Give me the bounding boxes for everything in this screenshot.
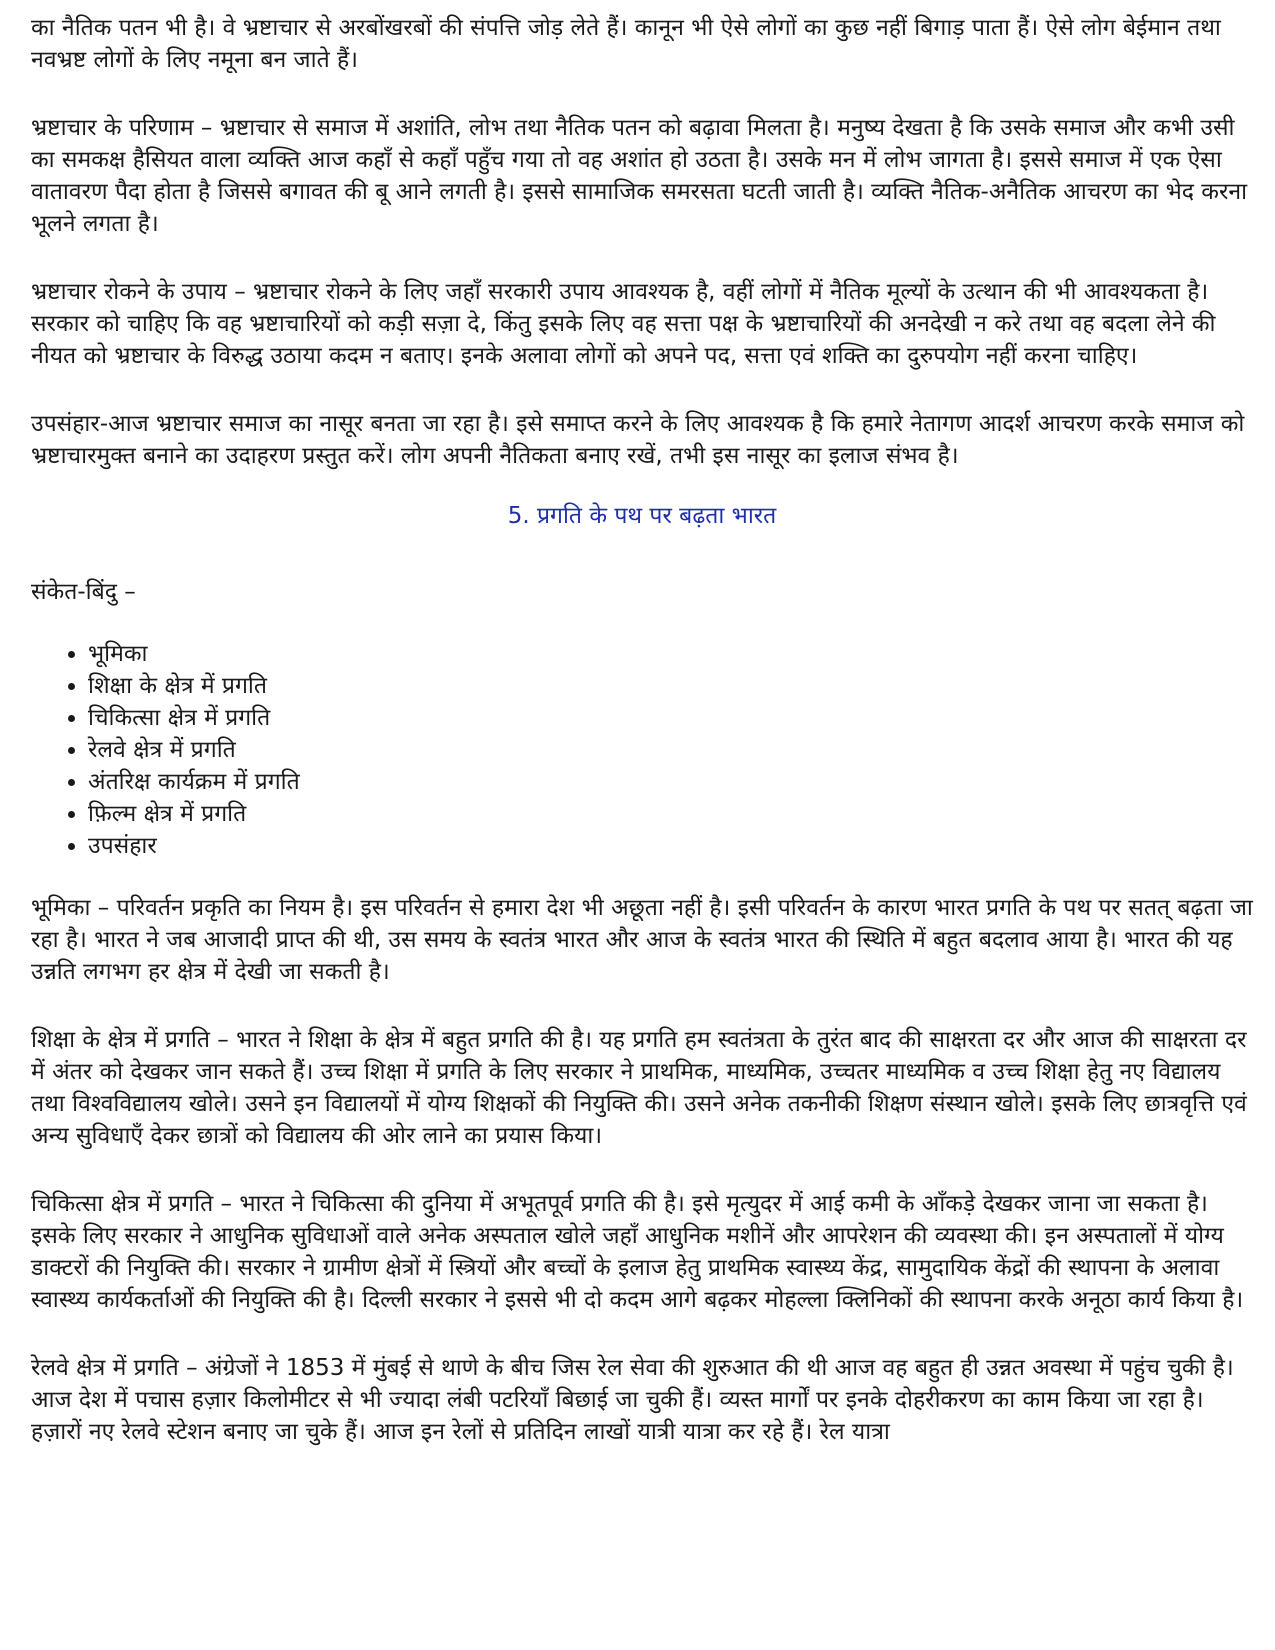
paragraph-railway-progress: रेलवे क्षेत्र में प्रगति – अंग्रेजों ने 1853 में मुंबई से थाणे के बीच जिस रेल सेवा की शुरुआत की थी आज वह बहुत ही उन्नत अवस्था में पहुंच चुकी है। आज देश में पचास हज़ार किलोमीटर से भी ज्यादा लंबी पटरियाँ बिछाई जा चुकी हैं। व्यस्त मार्गों पर इनके दोहरीकरण का काम किया जा रहा है। हज़ारों नए रेलवे स्टेशन बनाए जा चुके हैं। आज इन रेलों से प्रतिदिन लाखों यात्री यात्रा कर रहे हैं। रेल यात्रा [31, 1355, 1234, 1445]
paragraph-education-progress: शिक्षा के क्षेत्र में प्रगति – भारत ने शिक्षा के क्षेत्र में बहुत प्रगति की है। यह प्रगति हम स्वतंत्रता के तुरंत बाद की साक्षरता दर और आज की साक्षरता दर में अंतर को देखकर जान सकते हैं। उच्च शिक्षा में प्रगति के लिए सरकार ने प्राथमिक, माध्यमिक, उच्चतर माध्यमिक व उच्च शिक्षा हेतु नए विद्यालय तथा विश्वविद्यालय खोले। उसने इन विद्यालयों में योग्य शिक्षकों की नियुक्ति की। उसने अनेक तकनीकी शिक्षण संस्थान खोले। इसके लिए छात्रवृत्ति एवं अन्य सुविधाएँ देकर छात्रों को विद्यालय की ओर लाने का प्रयास किया। [31, 1027, 1247, 1149]
paragraph-corruption-conclusion: उपसंहार-आज भ्रष्टाचार समाज का नासूर बनता जा रहा है। इसे समाप्त करने के लिए आवश्यक है कि हमारे नेतागण आदर्श आचरण करके समाज को भ्रष्टाचारमुक्त बनाने का उदाहरण प्रस्तुत करें। लोग अपनी नैतिकता बनाए रखें, तभी इस नासूर का इलाज संभव है। [31, 411, 1245, 469]
list-item: • उपसंहार [88, 830, 1253, 862]
points-list [31, 638, 1253, 862]
list-item: • चिकित्सा क्षेत्र में प्रगति [88, 702, 1253, 734]
section-heading: 5. प्रगति के पथ पर बढ़ता भारत [507, 503, 777, 529]
list-item: • शिक्षा के क्षेत्र में प्रगति [88, 670, 1253, 702]
paragraph-moral-decline: का नैतिक पतन भी है। वे भ्रष्टाचार से अरबोंखरबों की संपत्ति जोड़ लेते हैं। कानून भी ऐसे लोगों का कुछ नहीं बिगाड़ पाता हैं। ऐसे लोग बेईमान तथा नवभ्रष्ट लोगों के लिए नमूना बन जाते हैं। [31, 15, 1221, 73]
paragraph-introduction: भूमिका – परिवर्तन प्रकृति का नियम है। इस परिवर्तन से हमारा देश भी अछूता नहीं है। इसी परिवर्तन के कारण भारत प्रगति के पथ पर सतत् बढ़ता जा रहा है। भारत ने जब आजादी प्राप्त की थी, उस समय के स्वतंत्र भारत और आज के स्वतंत्र भारत की स्थिति में बहुत बदलाव आया है। भारत की यह उन्नति लगभग हर क्षेत्र में देखी जा सकती है। [31, 895, 1253, 985]
paragraph-corruption-remedies: भ्रष्टाचार रोकने के उपाय – भ्रष्टाचार रोकने के लिए जहाँ सरकारी उपाय आवश्यक है, वहीं लोगों में नैतिक मूल्यों के उत्थान की भी आवश्यकता है। सरकार को चाहिए कि वह भ्रष्टाचारियों को कड़ी सज़ा दे, किंतु इसके लिए वह सत्ता पक्ष के भ्रष्टाचारियों की अनदेखी न करे तथा वह बदला लेने की नीयत को भ्रष्टाचार के विरुद्ध उठाया कदम न बताए। इनके अलावा लोगों को अपने पद, सत्ता एवं शक्ति का दुरुपयोग नहीं करना चाहिए। [31, 279, 1216, 369]
paragraph-medical-progress: चिकित्सा क्षेत्र में प्रगति – भारत ने चिकित्सा की दुनिया में अभूतपूर्व प्रगति की है। इसे मृत्युदर में आई कमी के आँकड़े देखकर जाना जा सकता है। इसके लिए सरकार ने आधुनिक सुविधाओं वाले अनेक अस्पताल खोले जहाँ आधुनिक मशीनें और आपरेशन की व्यवस्था की। इन अस्पतालों में योग्य डाक्टरों की नियुक्ति की। सरकार ने ग्रामीण क्षेत्रों में स्त्रियों और बच्चों के इलाज हेतु प्राथमिक स्वास्थ्य केंद्र, सामुदायिक केंद्रों की स्थापना के अलावा स्वास्थ्य कार्यकर्ताओं की नियुक्ति की है। दिल्ली सरकार ने इससे भी दो कदम आगे बढ़कर मोहल्ला क्लिनिकों की स्थापना करके अनूठा कार्य किया है। [31, 1191, 1244, 1313]
list-item: • फ़िल्म क्षेत्र में प्रगति [88, 798, 1253, 830]
list-item: • अंतरिक्ष कार्यक्रम में प्रगति [88, 766, 1253, 798]
document-page [31, 12, 1253, 1484]
list-item: • भूमिका [88, 638, 1253, 670]
list-item: • रेलवे क्षेत्र में प्रगति [88, 734, 1253, 766]
points-label: संकेत-बिंदु – [31, 579, 136, 605]
paragraph-corruption-effects: भ्रष्टाचार के परिणाम – भ्रष्टाचार से समाज में अशांति, लोभ तथा नैतिक पतन को बढ़ावा मिलता है। मनुष्य देखता है कि उसके समाज और कभी उसी का समकक्ष हैसियत वाला व्यक्ति आज कहाँ से कहाँ पहुँच गया तो वह अशांत हो उठता है। उसके मन में लोभ जागता है। इससे समाज में एक ऐसा वातावरण पैदा होता है जिससे बगावत की बू आने लगती है। इससे सामाजिक समरसता घटती जाती है। व्यक्ति नैतिक-अनैतिक आचरण का भेद करना भूलने लगता है। [31, 115, 1248, 237]
